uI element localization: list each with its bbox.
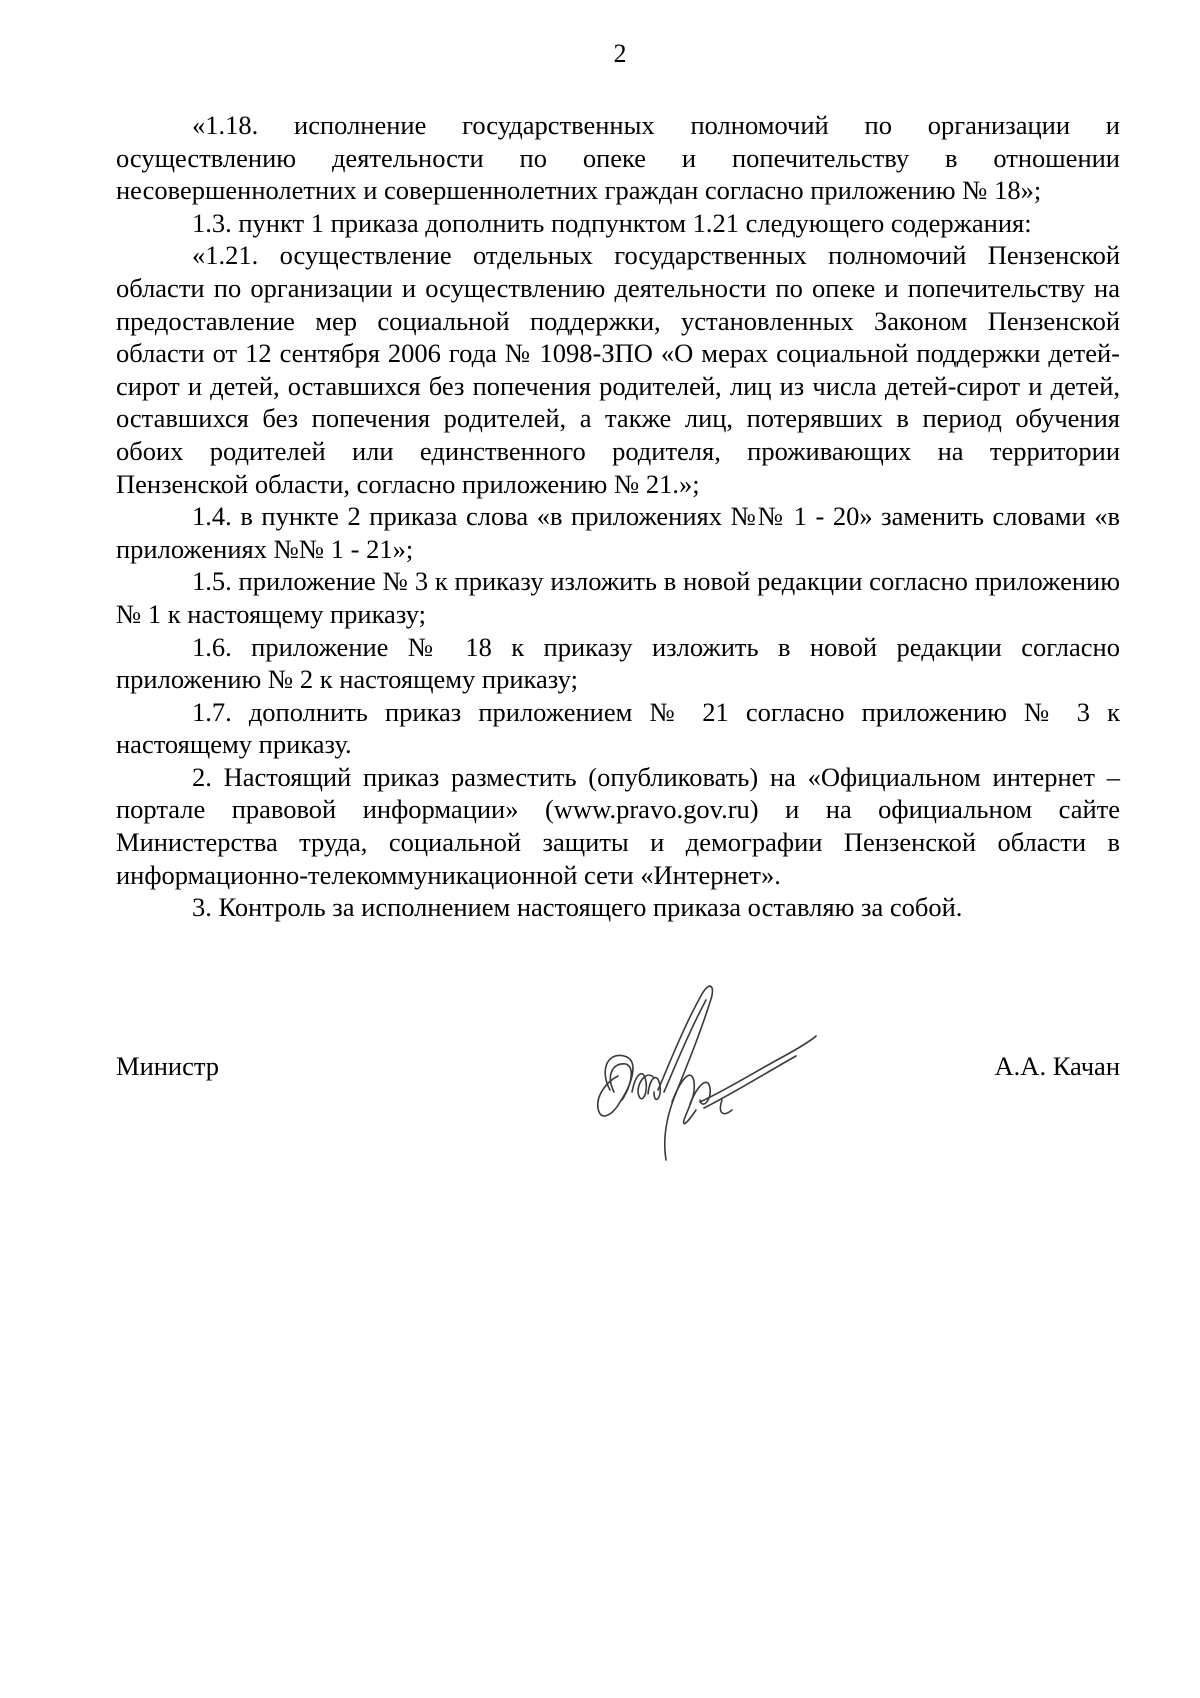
paragraph-1-6: 1.6. приложение № 18 к приказу изложить в новой редакции согласно приложению № 2 к настоящему приказу; [116,631,1120,695]
position-title: Министр [116,1051,220,1081]
paragraph-1-4: 1.4. в пункте 2 приказа слова «в приложениях №№ 1 - 20» заменить словами «в приложениях №№ 1 - 21»; [116,501,1120,564]
paragraph-3: 3. Контроль за исполнением настоящего приказа оставляю за собой. [192,892,963,923]
handwritten-signature [592,972,822,1182]
paragraph-1-7: 1.7. дополнить приказ приложением № 21 согласно приложению № 3 к настоящему приказу. [116,696,1120,760]
document-body [116,109,1120,924]
paragraph-1-5: 1.5. приложение № 3 к приказу изложить в новой редакции согласно приложению № 1 к настоящему приказу; [116,566,1120,629]
paragraph-2: 2. Настоящий приказ разместить (опубликовать) на «Официальном интернет – портале правовой информации» (www.pravo.gov.ru) и на официальном сайте Министерства труда, социальной защиты и демографии Пензенской области в информационно-телекоммуникационной сети «Интернет». [116,761,1120,890]
signer-name: А.А. Качан [994,1051,1120,1081]
paragraph-1-3: 1.3. пункт 1 приказа дополнить подпунктом 1.21 следующего содержания: [192,207,1032,238]
paragraph-1-21: «1.21. осуществление отдельных государственных полномочий Пензенской области по организации и осуществлению деятельности по опеке и попечительству на предоставление мер социальной поддержки, установленных Законом Пензенской области от 12 сентября 2006 года № 1098-ЗПО «О мерах социальной поддержки детей-сирот и детей, оставшихся без попечения родителей, лиц из числа детей-сирот и детей, оставшихся без попечения родителей, а также лиц, потерявших в период обучения обоих родителей или единственного родителя, проживающих на территории Пензенской области, согласно приложению № 21.»; [116,240,1120,499]
paragraph-1-18: «1.18. исполнение государственных полномочий по организации и осуществлению деятельности по опеке и попечительству в отношении несовершеннолетних и совершеннолетних граждан согласно приложению № 18»; [116,110,1120,206]
page-number: 2 [613,39,627,68]
